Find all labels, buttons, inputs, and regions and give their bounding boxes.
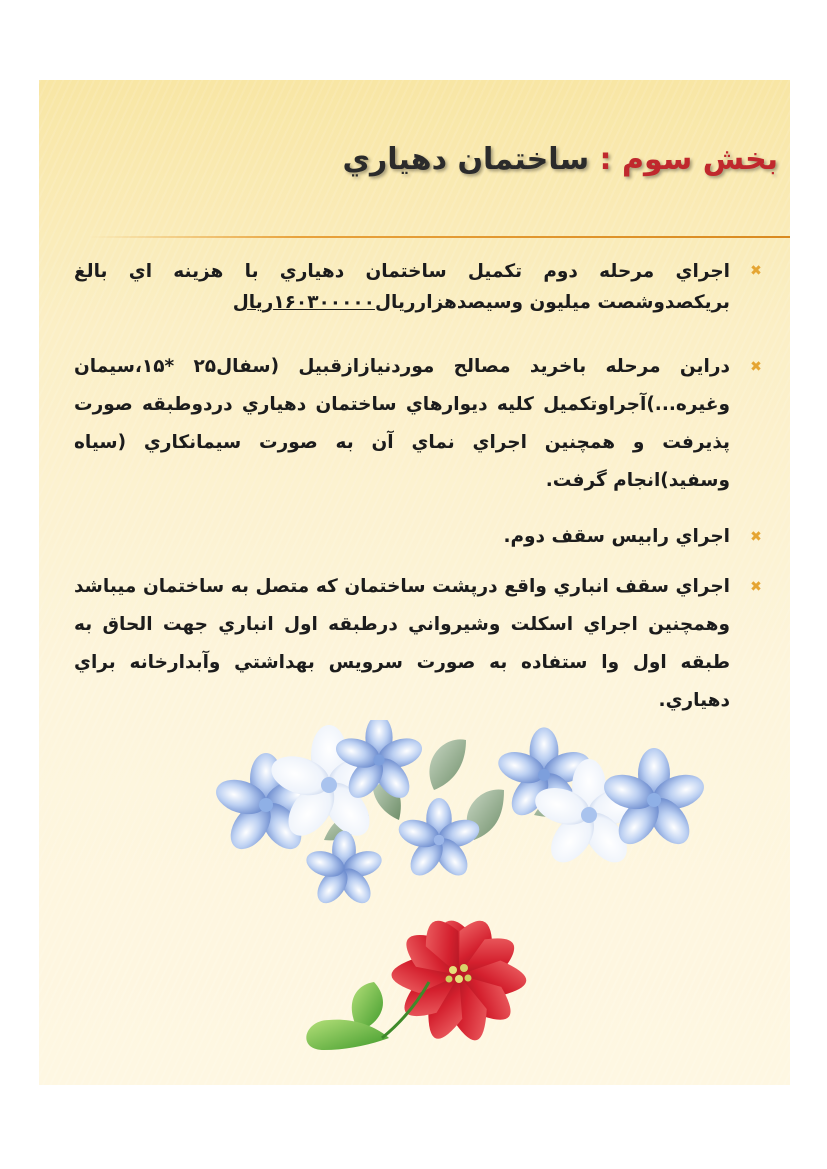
bullet-item-3 xyxy=(74,518,764,556)
bullet-text-1: اجراي مرحله دوم تكميل ساختمان دهياري با هزينه اي بالغ بريكصدوشصت ميليون وسيصدهزارريال xyxy=(74,261,730,313)
bullet-item-1 xyxy=(74,256,764,318)
bullet-item-2 xyxy=(74,348,764,500)
page-title xyxy=(58,138,778,182)
flower-decoration xyxy=(204,720,724,1050)
bullet-icon: ✖ xyxy=(750,579,762,595)
bullet-icon: ✖ xyxy=(750,359,762,375)
bullet-text-3: اجراي رابيس سقف دوم. xyxy=(503,526,730,547)
title-main: ساختمان دهياري xyxy=(342,142,600,177)
bullet-text-2: دراين مرحله باخريد مصالح موردنيازازقبيل (سفال۲۵ *۱۵،سيمان وغيره...)آجراوتكميل كليه ديوارهاي ساختمان دهياري دردوطبقه صورت پذيرفت و همچنين اجراي نماي آن به صورت سيمانكاري (سياه وسفيد)انجام گرفت. xyxy=(74,356,730,491)
title-divider xyxy=(89,236,790,238)
title-prefix: بخش سوم : xyxy=(599,142,778,177)
bullet-icon: ✖ xyxy=(750,529,762,545)
bullet-list xyxy=(74,256,764,720)
bullet-amount: ۱۶۰۳۰۰۰۰۰ريال xyxy=(232,292,375,313)
bullet-item-4 xyxy=(74,568,764,720)
bullet-text-4: اجراي سقف انباري واقع درپشت ساختمان كه متصل به ساختمان ميباشد وهمچنين اجراي اسكلت وشيرواني درطبقه اول انباري جهت الحاق به طبقه اول وا ستفاده به صورت سرويس بهداشتي وآبدارخانه براي دهياري. xyxy=(74,576,730,711)
slide xyxy=(39,80,790,1085)
bullet-icon: ✖ xyxy=(750,263,762,279)
